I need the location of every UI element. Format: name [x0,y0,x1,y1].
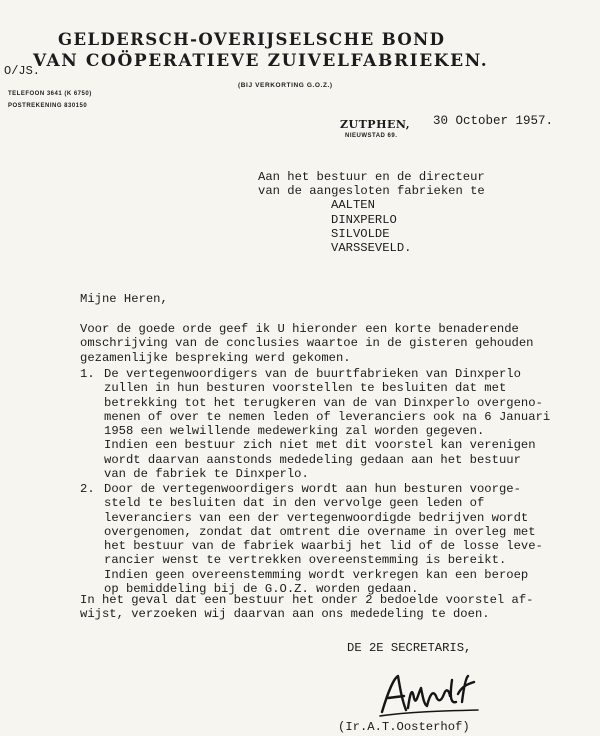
letterhead-title-line2: VAN COÖPERATIEVE ZUIVELFABRIEKEN. [33,51,489,71]
letter-date: 30 October 1957. [433,114,554,128]
text-line: overgenomen, zondat dat omtrent die overname in overleg met [104,524,536,539]
text-line: Voor de goede orde geef ik U hieronder een korte benaderende [80,322,519,336]
text-line: het bestuur van de fabriek waarbij het lid of de losse leve- [104,539,543,554]
text-line: steld te besluiten dat in den vervolge geen leden of [104,496,485,511]
text-line: omschrijving van de conclusies waartoe in de gisteren gehouden [80,336,534,351]
closing-paragraph [80,593,533,622]
point-number: 2. [80,482,95,496]
text-line: menen of over te nemen leden of leveranciers ook na 6 Januari [104,409,551,424]
letterhead-street: NIEUWSTAD 69. [345,133,398,139]
text-line: wijst, verzoeken wij daarvan aan ons mededeling te doen. [80,607,490,622]
point-text [104,367,550,481]
text-line: wordt daarvan aanstonds mededeling gedaan aan het bestuur [104,452,521,467]
text-line: rancier wenst te vertrekken overeenstemming is bereikt. [104,553,507,568]
text-line: De vertegenwoordigers van de buurtfabrieken van Dinxperlo [104,367,521,381]
letterhead-title-line1: GELDERSCH-OVERIJSELSCHE BOND [58,30,446,49]
reference-code: O/JS. [4,64,41,78]
address-place: SILVOLDE [331,226,390,241]
letterhead-abbreviation: (BIJ VERKORTING G.O.Z.) [238,82,333,89]
letterhead-city: ZUTPHEN, [340,118,411,131]
signatory-role: DE 2E SECRETARIS, [347,641,472,655]
text-line: Door de vertegenwoordigers wordt aan hun besturen voorge- [104,482,521,496]
text-line: gezamenlijke bespreking werd gekomen. [80,350,351,365]
text-line: Indien geen overeenstemming wordt verkregen kan een beroep [104,567,529,582]
text-line: leveranciers van een der vertegenwoordigde bedrijven wordt [104,510,529,525]
text-line: 1958 een welwillende medewerking zal worden gegeven. [104,424,485,439]
point-number: 1. [80,367,95,381]
text-line: In het geval dat een bestuur het onder 2 bedoelde voorstel af- [80,593,534,607]
point-text [104,482,543,596]
salutation: Mijne Heren, [80,292,168,306]
letterhead-telephone: TELEFOON 3641 (K 6750) [8,91,92,97]
intro-paragraph [80,322,533,365]
signatory-name: (Ir.A.T.Oosterhof) [338,720,470,734]
text-line: op bemiddeling bij de G.O.Z. worden gedaan. [104,582,419,597]
text-line: Indien een bestuur zich niet met dit voorstel kan verenigen [104,438,536,453]
handwritten-signature [378,672,482,718]
text-line: betrekking tot het terugkeren van de van Dinxperlo overgeno- [104,395,543,410]
address-line: Aan het bestuur en de directeur [258,170,485,184]
address-line: van de aangesloten fabrieken te [258,184,485,199]
address-place: AALTEN [331,198,375,213]
address-place: VARSSEVELD. [331,241,412,256]
recipient-address [258,170,485,255]
address-place: DINXPERLO [331,212,397,227]
text-line: van de fabriek te Dinxperlo. [104,467,309,482]
text-line: zullen in hun besturen voorstellen te besluiten dat met [104,381,507,396]
letterhead-postal-account: POSTREKENING 830150 [8,103,88,109]
